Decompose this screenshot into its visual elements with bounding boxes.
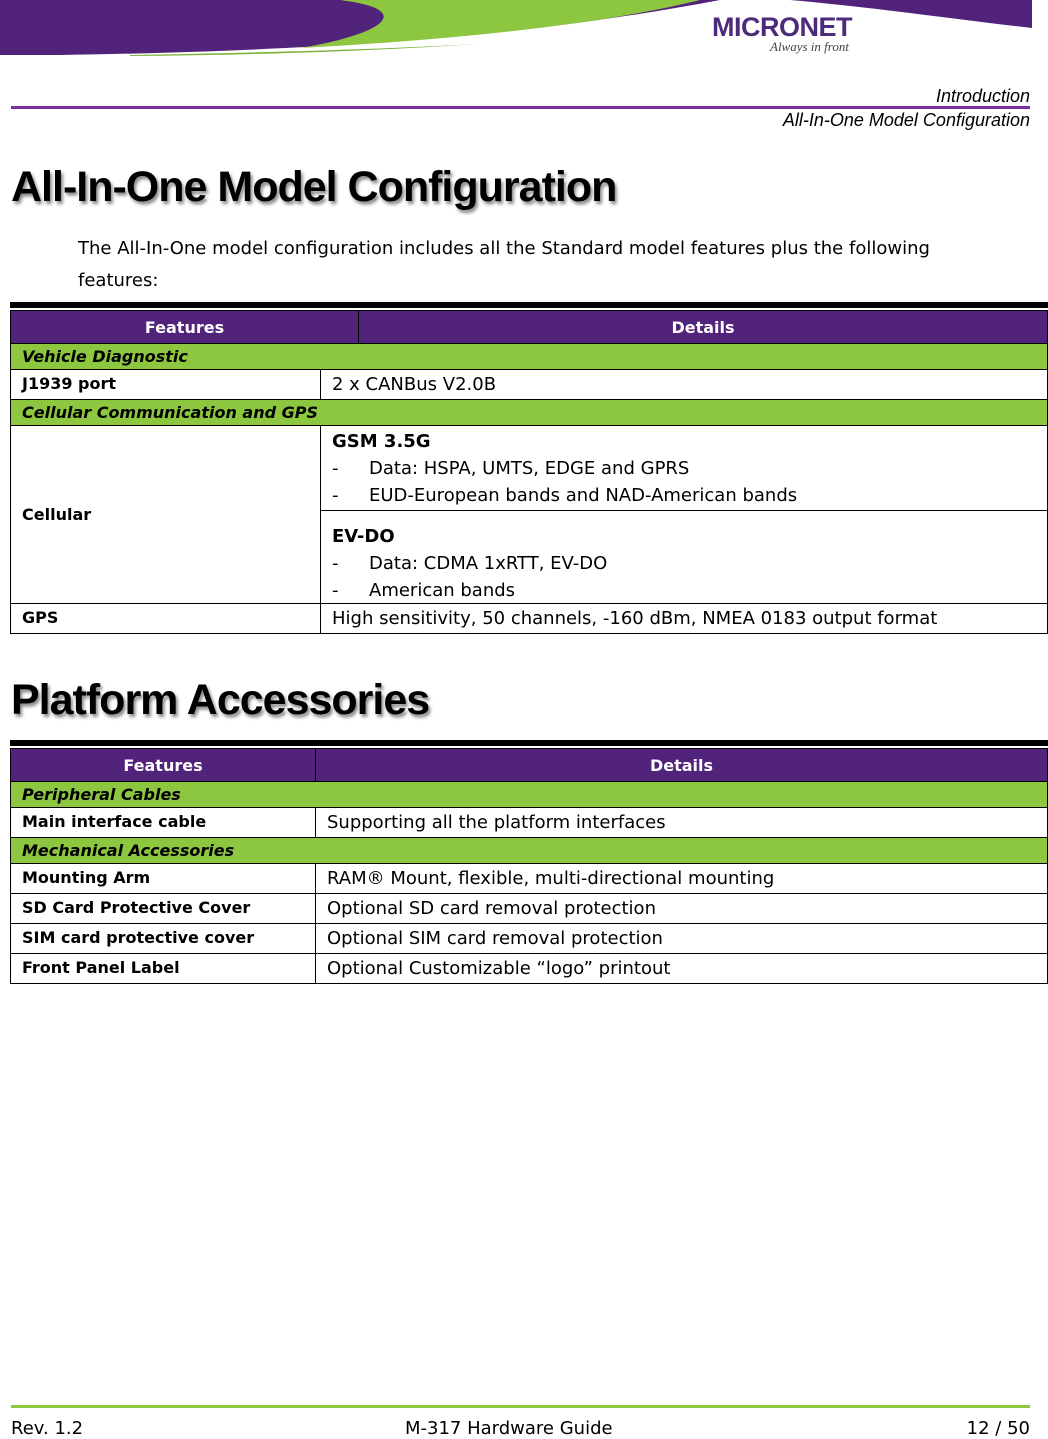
logo-name: MICRONET (712, 12, 852, 42)
gsm-title: GSM 3.5G (332, 431, 431, 452)
list-item: EUD-European bands and NAD-American bands (369, 485, 798, 506)
footer-divider (11, 1405, 1030, 1408)
table-row (10, 894, 1048, 924)
dash: - (332, 458, 339, 479)
logo-tagline: Always in front (770, 39, 849, 54)
intro-paragraph: The All-In-One model configuration includes all the Standard model features plus the following features: (78, 238, 930, 291)
dash: - (332, 485, 339, 506)
row-label: GPS (11, 604, 321, 633)
section-title: Platform Accessories (11, 676, 430, 724)
list-item: American bands (369, 580, 516, 601)
table-row (10, 924, 1048, 954)
row-label: Cellular (11, 426, 321, 603)
table-row (10, 604, 1048, 634)
row-label: SD Card Protective Cover (11, 894, 316, 923)
row-value: RAM® Mount, flexible, multi-directional mounting (327, 868, 775, 889)
header-divider (11, 106, 1030, 109)
group-header: Cellular Communication and GPS (10, 400, 1048, 426)
group-header: Mechanical Accessories (10, 838, 1048, 864)
row-label: Front Panel Label (11, 954, 316, 983)
row-value: 2 x CANBus V2.0B (332, 374, 497, 395)
col-details: Details (649, 755, 714, 775)
table-row (10, 864, 1048, 894)
table-row (10, 426, 1048, 604)
evdo-title: EV-DO (332, 526, 395, 547)
col-features: Features (11, 311, 359, 343)
footer-revision: Rev. 1.2 (11, 1418, 84, 1439)
group-header: Vehicle Diagnostic (10, 344, 1048, 370)
list-item: Data: CDMA 1xRTT, EV-DO (369, 553, 608, 574)
footer-page-number: 12 / 50 (966, 1418, 1030, 1439)
dash: - (332, 553, 339, 574)
footer-doc-title: M-317 Hardware Guide (405, 1418, 613, 1439)
header-subsection: All-In-One Model Configuration (782, 110, 1030, 130)
list-item: Data: HSPA, UMTS, EDGE and GPRS (369, 458, 690, 479)
col-details: Details (671, 317, 735, 337)
row-label: J1939 port (11, 370, 321, 399)
table-row (10, 954, 1048, 984)
row-value: Optional SD card removal protection (327, 898, 656, 919)
table-row (10, 370, 1048, 400)
section-title: All-In-One Model Configuration (11, 163, 617, 211)
row-value: Optional SIM card removal protection (327, 928, 663, 949)
row-label: SIM card protective cover (11, 924, 316, 953)
row-value: Supporting all the platform interfaces (327, 812, 666, 833)
row-value: High sensitivity, 50 channels, -160 dBm, NMEA 0183 output format (332, 608, 938, 629)
group-header: Peripheral Cables (10, 782, 1048, 808)
micronet-logo (712, 12, 902, 60)
table-row (10, 808, 1048, 838)
row-label: Mounting Arm (11, 864, 316, 893)
row-label: Main interface cable (11, 808, 316, 837)
row-value: Optional Customizable “logo” printout (327, 958, 671, 979)
dash: - (332, 580, 339, 601)
configuration-table (10, 302, 1048, 634)
header-section: Introduction (935, 86, 1030, 106)
accessories-table (10, 740, 1048, 984)
col-features: Features (11, 749, 316, 781)
